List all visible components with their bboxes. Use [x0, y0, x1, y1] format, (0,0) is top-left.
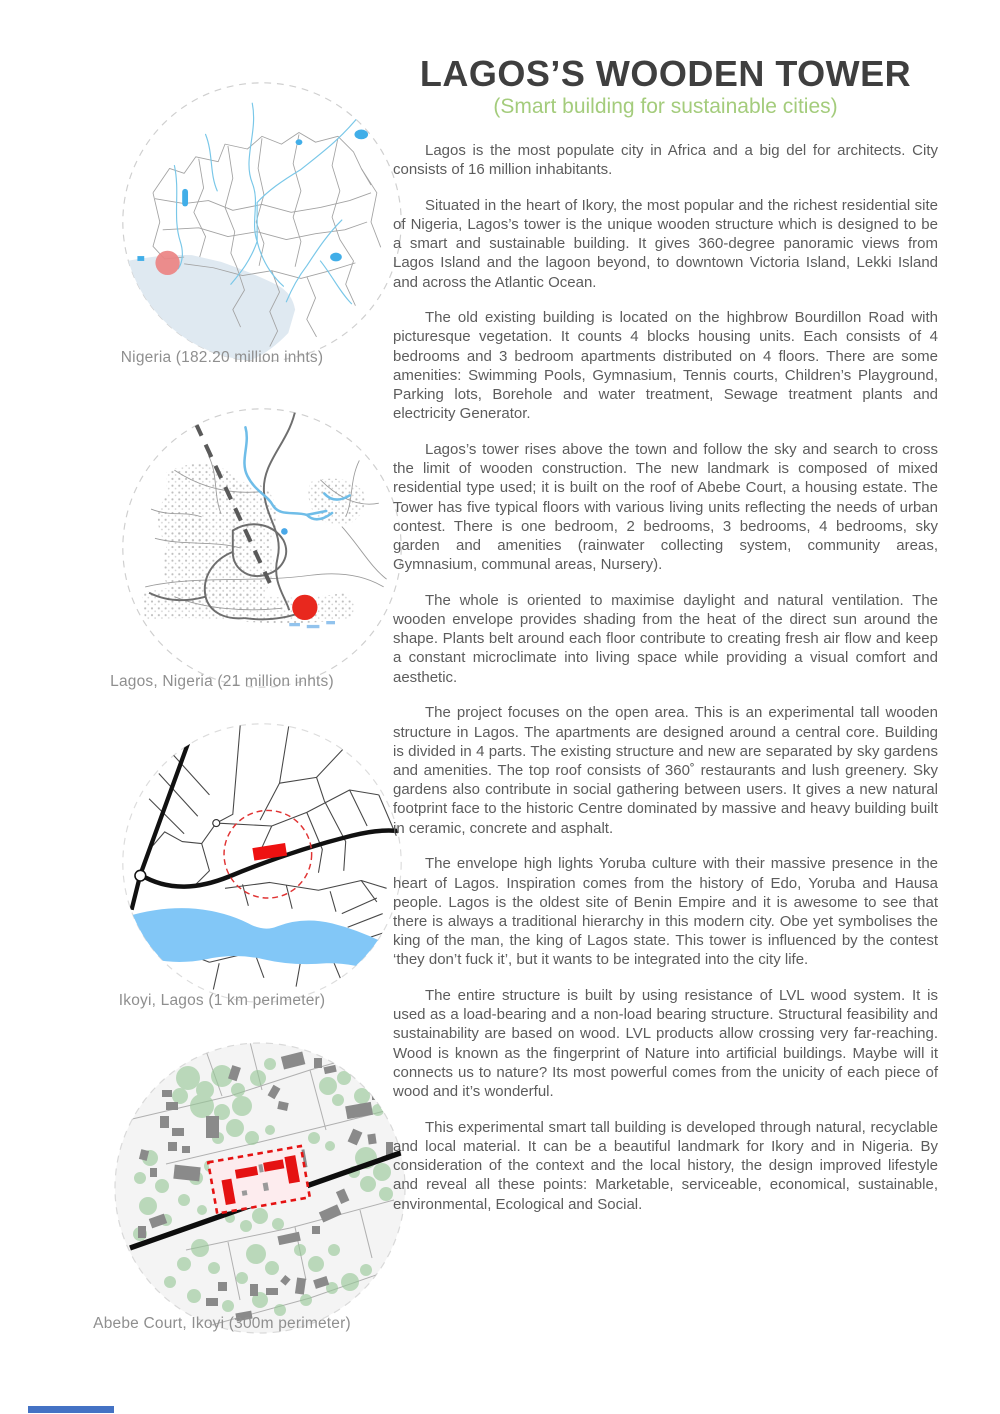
body-paragraph: The whole is oriented to maximise daylight and natural ventilation. The wooden envelope provides shading from the heat of the direct sun around the shape. Plants belt around each floor contribute to creating fresh air flow and keep a constant microclimate into living space while providing a visual comfort and aesthetic.: [393, 591, 938, 686]
lagos-location-marker: [292, 595, 317, 620]
abebe-court-map-graphic: [110, 1038, 410, 1338]
article-column: [393, 55, 938, 1230]
ikoyi-map: [116, 717, 408, 1009]
ikoyi-map-graphic: [116, 717, 408, 1009]
ikoyi-map-caption: Ikoyi, Lagos (1 km perimeter): [118, 992, 326, 1009]
page-title: LAGOS’S WOODEN TOWER: [419, 53, 912, 94]
lagos-map-caption: Lagos, Nigeria (21 million inhts): [110, 673, 334, 690]
body-paragraph: The old existing building is located on the highbrow Bourdillon Road with picturesque vegetation. It counts 4 blocks housing units. Each consists of 4 bedrooms and 3 bedroom apartments distributed on 4 floors. There are some amenities: Swimming Pools, Gymnasium, Tennis courts, Children’s Playground, Parking lots, Borehole and water treatment, Sewage treatment plants and electricity Generator.: [393, 309, 938, 423]
nigeria-map-graphic: [116, 76, 408, 368]
body-paragraph: The entire structure is built by using resistance of LVL wood system. It is used as a load-bearing and a non-load bearing structure. Structural feasibility and sustainability are based on wood. LVL products allow crossing very far-reaching. Wood is known as the fingerprint of Nature into artificial buildings. Maybe will it connects us to nature? Its most powerful comes from the unicity of each piece of wood and it’s wonderful.: [393, 987, 938, 1101]
body-paragraph: The project focuses on the open area. This is an experimental tall wooden structure in Lagos. The apartments are designed around a central core. Building is divided in 4 parts. The existing structure and new are separated by sky gardens and amenities. The top roof consists of 360˚ restaurants and lush greenery. Sky gardens also contribute in social gathering between users. It gives a new natural footprint face to the historic Centre dominated by massive and heavy building built in ceramic, concrete and asphalt.: [393, 704, 938, 837]
page-subtitle: (Smart building for sustainable cities): [493, 94, 838, 118]
article-body: [393, 141, 938, 1214]
body-paragraph: This experimental smart tall building is developed through natural, recyclable and local material. It can be a beautiful landmark for Ikory and in Nigeria. By consideration of the context and the local history, the design improved lifestyle and reveal all these points: Marketable, serviceable, economical, sustainable, environmental, Ecological and Social.: [393, 1118, 938, 1213]
body-paragraph: Lagos’s tower rises above the town and follow the sky and search to cross the limit of wooden construction. The new landmark is composed of mixed residential type used; it is built on the roof of Abebe Court, a housing estate. The Tower has five typical floors with various living units reflecting the needs of urban contest. There is one bedroom, 2 bedrooms, 3 bedrooms, 4 bedrooms, sky garden and amenities (rainwater collecting system, community areas, Gymnasium, communal areas, Nursery).: [393, 440, 938, 574]
body-paragraph: Situated in the heart of Ikory, the most popular and the richest residential site of Nigeria, Lagos’s tower is the unique wooden structure which is designed to be a smart and sustainable building. It gives 360-degree panoramic views from Lagos Island and the lagoon beyond, to downtown Victoria Island, Lekki Island and across the Atlantic Ocean.: [393, 196, 938, 291]
abebe-court-map-caption: Abebe Court, Ikoyi (300m perimeter): [93, 1315, 351, 1332]
nigeria-map-caption: Nigeria (182.20 million inhts): [120, 349, 324, 366]
nigeria-location-marker: [155, 251, 179, 275]
lagos-map: [116, 402, 408, 694]
body-paragraph: Lagos is the most populate city in Africa and a big del for architects. City consists of 16 million inhabitants.: [393, 141, 938, 178]
footer-accent-bar: [28, 1406, 114, 1413]
abebe-court-map: [110, 1038, 410, 1338]
lagos-map-graphic: [116, 402, 408, 694]
nigeria-map: [116, 76, 408, 368]
body-paragraph: The envelope high lights Yoruba culture with their massive presence in the heart of Lagos. Inspiration comes from the history of Edo, Yoruba and Hausa people. Lagos is the oldest site of Benin Empire and it is awesome to see that there is always a traditional hierarchy in this modern city. Obe yet symbolises the king of the man, the king of Lagos state. This tower is influenced by the contest ‘they don’t fuck it’, but it wants to be integrated into the city life.: [393, 855, 938, 969]
